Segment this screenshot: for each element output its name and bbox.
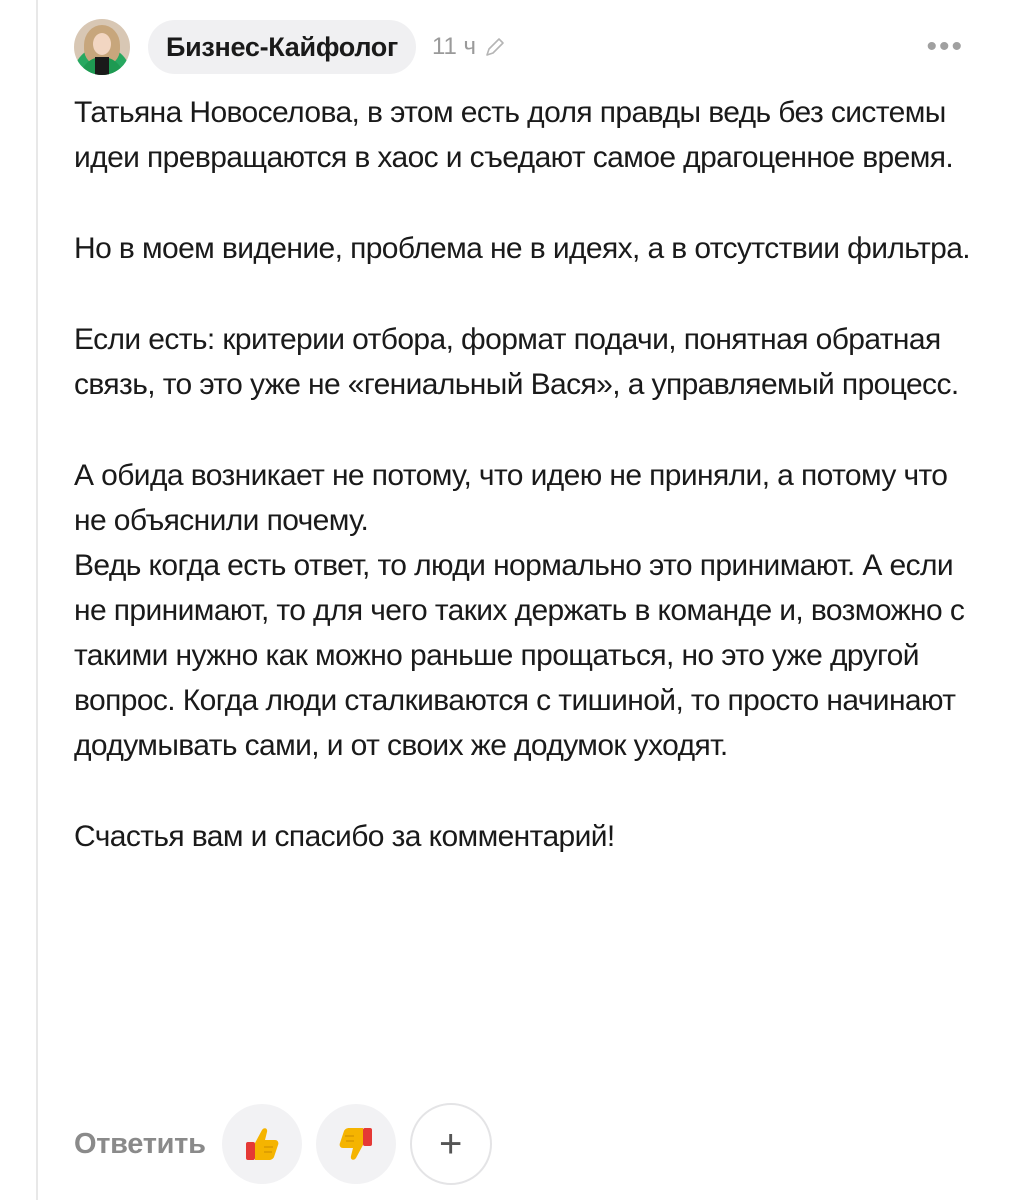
comment-paragraph: Татьяна Новоселова, в этом есть доля правды ведь без системы идеи превращаются в хаос и съедают самое драгоценное время. (74, 96, 954, 174)
thumbs-up-icon (240, 1122, 284, 1166)
dislike-button[interactable] (316, 1104, 396, 1184)
avatar-face (93, 33, 111, 55)
plus-icon: + (438, 1122, 463, 1166)
comment-paragraph: Но в моем видение, проблема не в идеях, а в отсутствии фильтра. (74, 232, 971, 265)
add-reaction-button[interactable] (410, 1103, 492, 1185)
comment (74, 18, 974, 905)
comment-paragraph: А обида возникает не потому, что идею не приняли, а потому что не объяснили почему. (74, 459, 948, 537)
like-button[interactable] (222, 1104, 302, 1184)
thread-line (36, 0, 38, 1200)
more-dots-icon[interactable]: ••• (926, 30, 964, 63)
thumbs-down-icon (334, 1122, 378, 1166)
comment-paragraph: Ведь когда есть ответ, то люди нормально это принимают. А если не принимают, то для чего таких держать в команде и, возможно с такими нужно как можно раньше прощаться, но это уже другой вопрос. Когда люди сталкиваются с тишиной, то просто начинают додумывать сами, и от своих же додумок уходят. (74, 549, 965, 762)
comment-header (74, 18, 974, 76)
pencil-icon (484, 36, 506, 58)
comment-paragraph: Счастья вам и спасибо за комментарий! (74, 820, 615, 853)
comment-paragraph: Если есть: критерии отбора, формат подачи, понятная обратная связь, то это уже не «гениальный Вася», а управляемый процесс. (74, 323, 959, 401)
avatar[interactable] (74, 19, 130, 75)
comment-time: 11 ч (431, 33, 477, 60)
author-name[interactable]: Бизнес-Кайфолог (148, 20, 416, 74)
reply-button[interactable]: Ответить (74, 1127, 206, 1160)
comment-actions (74, 1103, 492, 1185)
avatar-shirt (95, 57, 109, 75)
comment-body (74, 90, 974, 859)
